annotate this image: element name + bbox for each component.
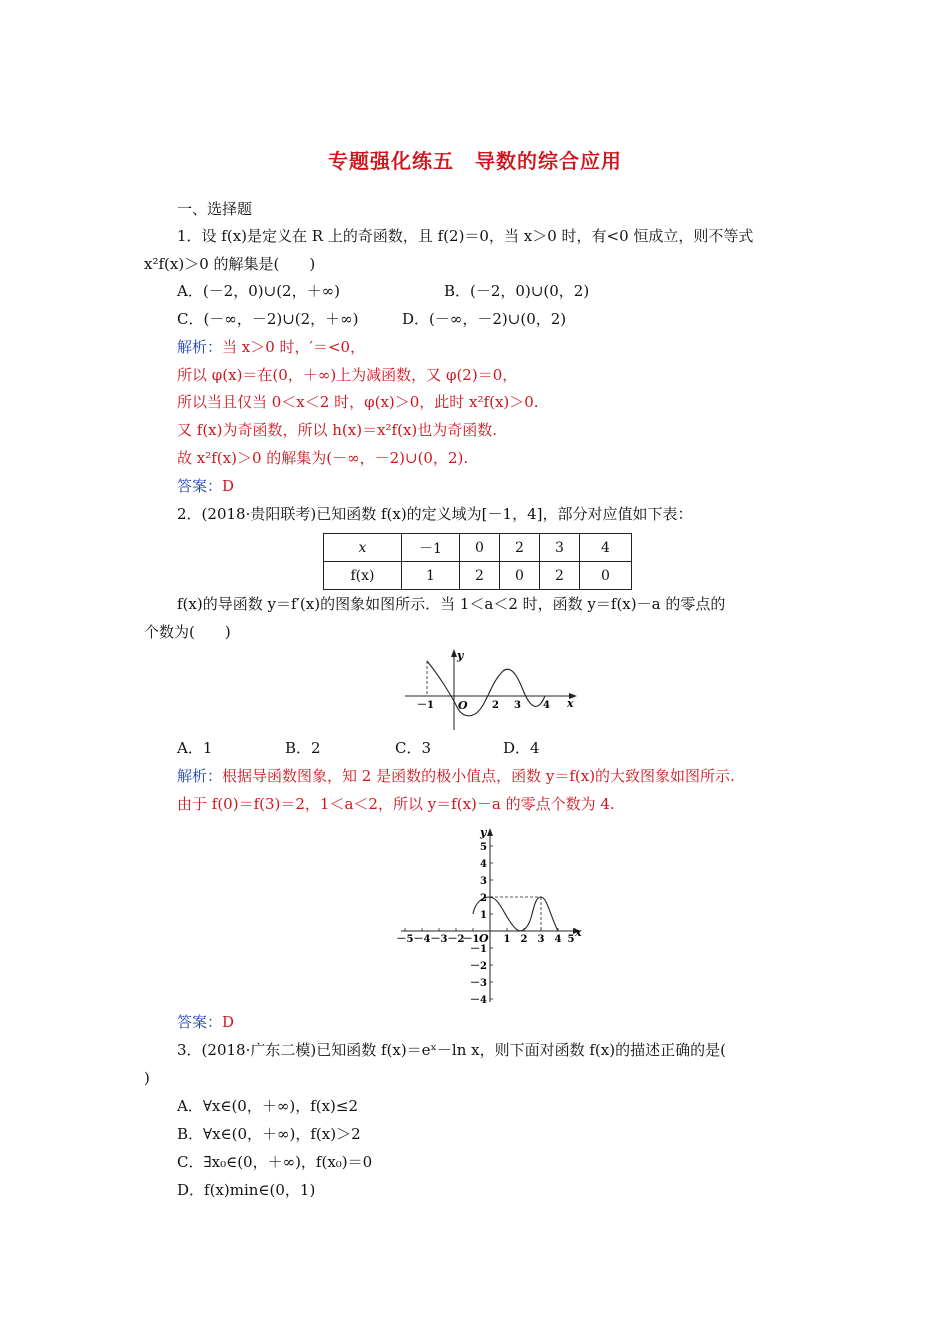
q1-option-a: A．(－2，0)∪(2，＋∞) bbox=[177, 282, 340, 300]
y-tick-label: －3 bbox=[470, 978, 487, 989]
derivative-graph bbox=[395, 645, 585, 735]
y-tick-label: －2 bbox=[470, 961, 487, 972]
table-cell: －1 bbox=[402, 534, 460, 562]
x-tick-label: 3 bbox=[537, 934, 545, 945]
x-axis-label: x bbox=[575, 926, 582, 939]
q1-analysis-label: 解析： bbox=[177, 338, 223, 356]
q1-answer-label: 答案： bbox=[177, 477, 223, 495]
y-axis-label: y bbox=[457, 649, 464, 662]
x-axis-label: x bbox=[567, 697, 574, 710]
q1-stem-line2: x²f(x)＞0 的解集是( ) bbox=[144, 255, 316, 273]
tick-label: 4 bbox=[543, 700, 550, 711]
x-tick-label: 4 bbox=[554, 934, 562, 945]
q3-stem-line1: 3．(2018·广东二模)已知函数 f(x)＝eˣ－ln x，则下面对函数 f(x)的描述正确的是( bbox=[177, 1041, 726, 1059]
q3-stem-line2: ) bbox=[144, 1069, 150, 1087]
y-tick-label: －1 bbox=[470, 944, 487, 955]
table-cell: 2 bbox=[500, 534, 540, 562]
table-cell: 1 bbox=[402, 562, 460, 590]
q1-analysis-line3: 所以当且仅当 0＜x＜2 时，φ(x)＞0，此时 x²f(x)＞0. bbox=[177, 393, 539, 411]
y-tick-label: 4 bbox=[480, 859, 487, 870]
x-tick-label: －3 bbox=[430, 934, 448, 945]
q2-stem-line1: 2．(2018·贵阳联考)已知函数 f(x)的定义域为[－1，4]，部分对应值如下表： bbox=[177, 505, 693, 523]
table-row bbox=[324, 534, 632, 562]
q3-option-d: D．f(x)min∈(0，1) bbox=[177, 1181, 316, 1199]
q2-answer-label: 答案： bbox=[177, 1013, 223, 1031]
origin-label: O bbox=[479, 932, 489, 945]
table-cell: 0 bbox=[580, 562, 632, 590]
q2-option-b: B．2 bbox=[285, 739, 321, 757]
table-cell: f(x) bbox=[324, 562, 402, 590]
y-tick-label: 1 bbox=[480, 910, 487, 921]
y-tick-label: 5 bbox=[480, 842, 487, 853]
q3-option-b: B．∀x∈(0，＋∞)，f(x)＞2 bbox=[177, 1125, 361, 1143]
q2-analysis-line1: 根据导函数图象，知 2 是函数的极小值点，函数 y＝f(x)的大致图象如图所示. bbox=[222, 767, 735, 785]
table-cell: 0 bbox=[500, 562, 540, 590]
table-row bbox=[324, 562, 632, 590]
table-cell: x bbox=[324, 534, 402, 562]
tick-label: 2 bbox=[492, 700, 499, 711]
q1-option-b: B．(－2，0)∪(0，2) bbox=[444, 282, 590, 300]
q2-answer: D bbox=[222, 1013, 235, 1031]
y-tick-label: －4 bbox=[470, 995, 487, 1006]
q1-analysis-line5: 故 x²f(x)＞0 的解集为(－∞，－2)∪(0，2). bbox=[177, 449, 469, 467]
q2-stem-line2: f(x)的导函数 y＝f′(x)的图象如图所示．当 1＜a＜2 时，函数 y＝f(x)－a 的零点的 bbox=[177, 595, 726, 613]
y-tick-label: 2 bbox=[480, 893, 487, 904]
q1-option-d: D．(－∞，－2)∪(0，2) bbox=[402, 310, 567, 328]
page-title: 专题强化练五 导数的综合应用 bbox=[328, 149, 622, 173]
q2-analysis-line2: 由于 f(0)＝f(3)＝2，1＜a＜2，所以 y＝f(x)－a 的零点个数为 4. bbox=[177, 795, 615, 813]
q3-option-c: C．∃x₀∈(0，＋∞)，f(x₀)＝0 bbox=[177, 1153, 373, 1171]
table-cell: 3 bbox=[540, 534, 580, 562]
q1-stem-line1: 1．设 f(x)是定义在 R 上的奇函数，且 f(2)＝0，当 x＞0 时，有<0 恒成立，则不等式 bbox=[177, 227, 754, 245]
x-tick-label: －5 bbox=[396, 934, 414, 945]
y-axis-arrow-icon bbox=[487, 828, 493, 836]
x-tick-label: －2 bbox=[447, 934, 465, 945]
table-cell: 0 bbox=[460, 534, 500, 562]
table-cell: 2 bbox=[460, 562, 500, 590]
x-tick-label: 5 bbox=[567, 934, 575, 945]
table-cell: 2 bbox=[540, 562, 580, 590]
q2-stem-line3: 个数为( ) bbox=[144, 623, 231, 641]
q2-option-d: D．4 bbox=[503, 739, 540, 757]
value-table bbox=[323, 533, 632, 590]
tick-label: 3 bbox=[514, 700, 521, 711]
table-cell: 4 bbox=[580, 534, 632, 562]
q2-option-c: C．3 bbox=[395, 739, 432, 757]
tick-label: －1 bbox=[417, 700, 434, 711]
x-tick-label: －1 bbox=[462, 934, 480, 945]
x-tick-label: 1 bbox=[503, 934, 511, 945]
x-tick-label: －4 bbox=[413, 934, 431, 945]
y-axis-label: y bbox=[480, 826, 487, 839]
section-heading: 一、选择题 bbox=[177, 200, 253, 218]
x-tick-label: 2 bbox=[520, 934, 528, 945]
q3-option-a: A．∀x∈(0，＋∞)，f(x)≤2 bbox=[177, 1097, 359, 1115]
q1-analysis-line4: 又 f(x)为奇函数，所以 h(x)＝x²f(x)也为奇函数. bbox=[177, 421, 498, 439]
q1-analysis-line1: 当 x＞0 时，′＝<0， bbox=[222, 338, 366, 356]
y-tick-label: 3 bbox=[480, 876, 487, 887]
q1-option-c: C．(－∞，－2)∪(2，＋∞) bbox=[177, 310, 359, 328]
origin-label: O bbox=[458, 699, 468, 712]
q1-answer: D bbox=[222, 477, 235, 495]
derivative-curve bbox=[427, 661, 545, 716]
q2-option-a: A．1 bbox=[177, 739, 213, 757]
q2-analysis-label: 解析： bbox=[177, 767, 223, 785]
function-graph bbox=[395, 822, 590, 1007]
q1-analysis-line2: 所以 φ(x)＝在(0，＋∞)上为减函数，又 φ(2)＝0， bbox=[177, 366, 518, 384]
